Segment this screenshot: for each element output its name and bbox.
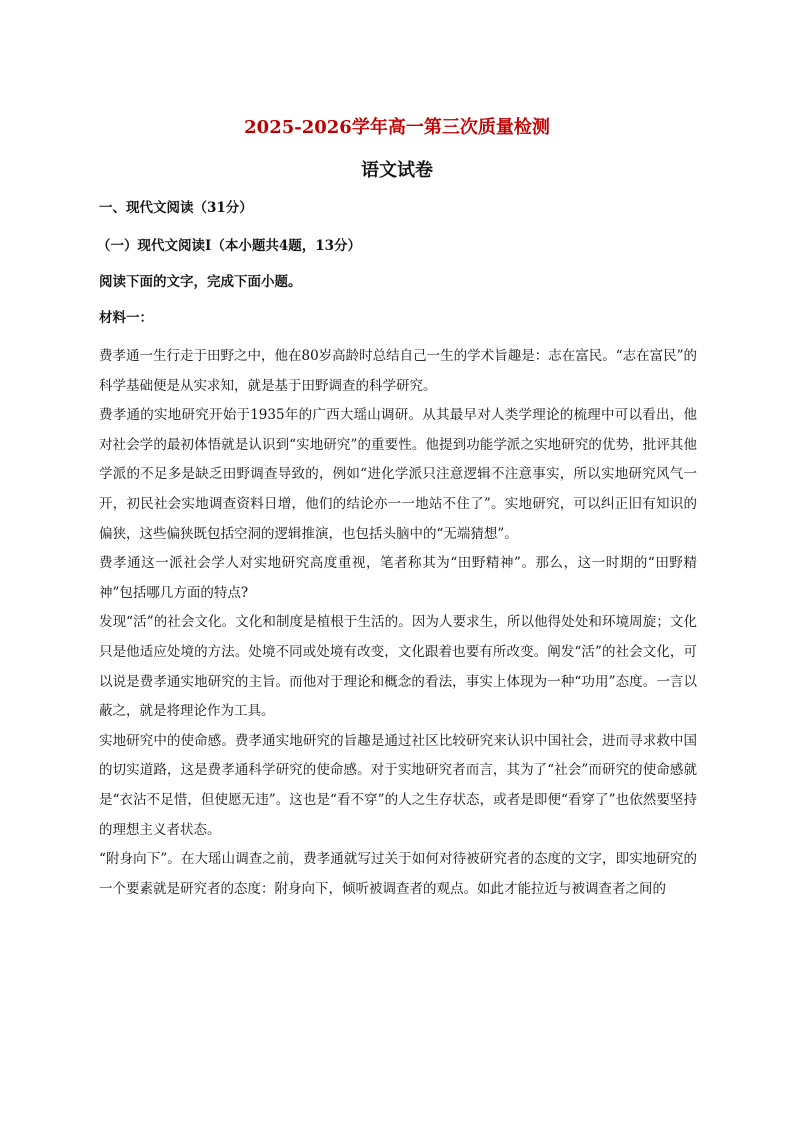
- exam-title: 2025-2026学年高一第三次质量检测: [244, 117, 550, 138]
- passage-paragraph: 实地研究中的使命感。费孝通实地研究的旨趣是通过社区比较研究来认识中国社会，进而寻求救中国的切实道路，这是费孝通科学研究的使命感。对于实地研究者而言，其为了“社会”而研究的使命感就是“衣沾不足惜，但使愿无违”。这也是“看不穿”的人之生存状态，或者是即便“看穿了”也依然要坚持的理想主义者状态。: [99, 732, 697, 838]
- passage-body: [99, 342, 697, 904]
- subsection-heading: （一）现代文阅读Ⅰ（本小题共4题，13分）: [97, 238, 361, 254]
- exam-subtitle: 语文试卷: [361, 160, 433, 181]
- passage-paragraph: “附身向下”。在大瑶山调查之前，费孝通就写过关于如何对待被研究者的态度的文字，即实地研究的一个要素就是研究者的态度：附身向下，倾听被调查者的观点。如此才能拉近与被调查者之间的: [99, 851, 697, 897]
- passage-paragraph: 发现“活”的社会文化。文化和制度是植根于生活的。因为人要求生，所以他得处处和环境周旋；文化只是他适应处境的方法。处境不同或处境有改变，文化跟着也要有所改变。阐发“活”的社会文化，可以说是费孝通实地研究的主旨。而他对于理论和概念的看法，事实上体现为一种“功用”态度。一言以蔽之，就是将理论作为工具。: [99, 614, 697, 720]
- material-label: 材料一：: [99, 310, 153, 326]
- passage-paragraph: 费孝通的实地研究开始于1935年的广西大瑶山调研。从其最早对人类学理论的梳理中可以看出，他对社会学的最初体悟就是认识到“实地研究”的重要性。他提到功能学派之实地研究的优势，批评其他学派的不足多是缺乏田野调查导致的，例如“进化学派只注意逻辑不注意事实，所以实地研究风气一开，初民社会实地调查资料日增，他们的结论亦一一地站不住了”。实地研究，可以纠正旧有知识的偏狭，这些偏狭既包括空洞的逻辑推演，也包括头脑中的“无端猜想”。: [99, 407, 697, 542]
- reading-instruction: 阅读下面的文字，完成下面小题。: [99, 274, 302, 290]
- passage-paragraph: 费孝通这一派社会学人对实地研究高度重视，笔者称其为“田野精神”。那么，这一时期的“田野精神”包括哪几方面的特点?: [99, 555, 697, 601]
- section-heading: 一、现代文阅读（31分）: [99, 200, 253, 216]
- passage-paragraph: 费孝通一生行走于田野之中，他在80岁高龄时总结自己一生的学术旨趣是：志在富民。“志在富民”的科学基础便是从实求知，就是基于田野调查的科学研究。: [99, 348, 697, 394]
